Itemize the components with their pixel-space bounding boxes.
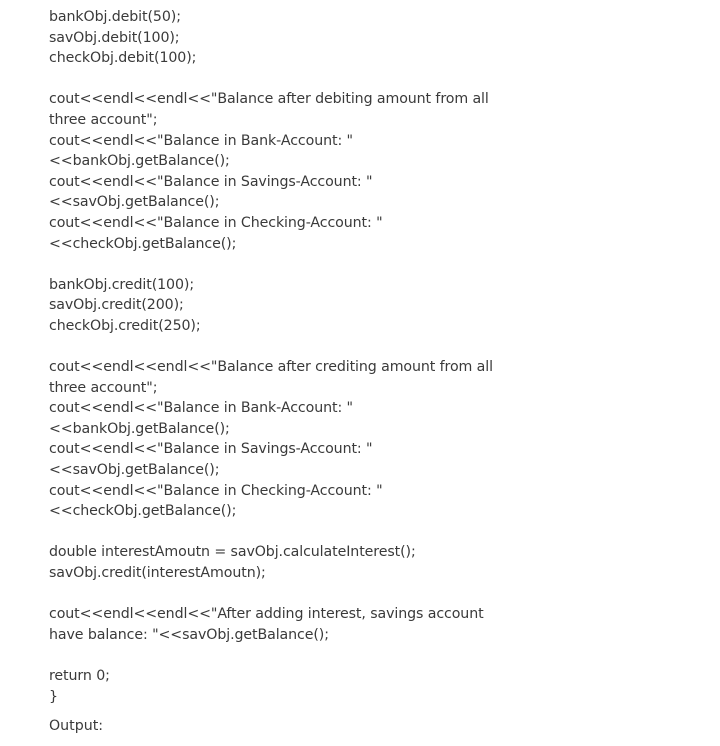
code-line: have balance: "<<savObj.getBalance(); — [49, 626, 329, 643]
code-line: savObj.debit(100); — [49, 29, 180, 46]
code-line: three account"; — [49, 111, 158, 128]
blank-line — [49, 69, 509, 90]
code-line: bankObj.debit(50); — [49, 9, 181, 25]
code-line: <<bankObj.getBalance(); — [49, 153, 230, 170]
code-line: cout<<endl<<"Balance in Savings-Account: " — [49, 441, 373, 458]
code-line: } — [49, 688, 58, 705]
code-line: cout<<endl<<endl<<"Balance after debiting amount from all — [49, 91, 489, 108]
output-heading: Output: — [49, 718, 104, 734]
code-listing — [49, 7, 509, 707]
code-line: savObj.credit(interestAmoutn); — [49, 565, 266, 582]
code-line: <<checkObj.getBalance(); — [49, 503, 237, 520]
code-line: cout<<endl<<"Balance in Checking-Account: " — [49, 482, 383, 499]
code-line: return 0; — [49, 668, 110, 684]
code-line: cout<<endl<<"Balance in Savings-Account: " — [49, 173, 373, 190]
code-line: cout<<endl<<endl<<"Balance after crediting amount from all — [49, 359, 493, 376]
blank-line — [49, 337, 509, 358]
code-line: bankObj.credit(100); — [49, 276, 195, 293]
code-line: double interestAmoutn = savObj.calculateInterest(); — [49, 544, 416, 561]
code-line: cout<<endl<<"Balance in Bank-Account: " — [49, 132, 353, 149]
blank-line — [49, 254, 509, 275]
code-line: checkObj.credit(250); — [49, 317, 201, 334]
code-line: cout<<endl<<"Balance in Bank-Account: " — [49, 400, 353, 417]
blank-line — [49, 522, 509, 543]
code-line: <<savObj.getBalance(); — [49, 462, 220, 479]
blank-line — [49, 645, 509, 666]
code-line: savObj.credit(200); — [49, 297, 184, 314]
blank-line — [49, 584, 509, 605]
code-line: cout<<endl<<"Balance in Checking-Account: " — [49, 214, 383, 231]
code-line: cout<<endl<<endl<<"After adding interest, savings account — [49, 606, 484, 623]
code-line: <<bankObj.getBalance(); — [49, 420, 230, 437]
code-line: <<checkObj.getBalance(); — [49, 235, 237, 252]
code-line: three account"; — [49, 379, 158, 396]
code-line: checkObj.debit(100); — [49, 50, 197, 67]
code-line: <<savObj.getBalance(); — [49, 194, 220, 211]
